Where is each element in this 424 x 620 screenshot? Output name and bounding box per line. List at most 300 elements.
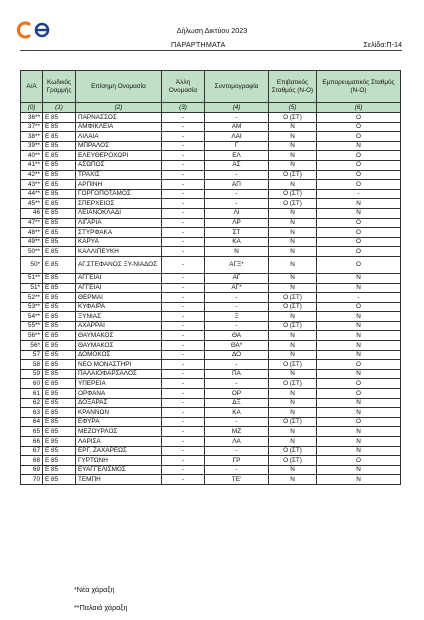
cell-freight: Ν: [317, 350, 401, 360]
cell-name: ΑΓΓΕΙΑΙ: [76, 283, 162, 293]
cell-pass: Ν: [269, 341, 317, 351]
cell-abbr: ΟΡ: [205, 389, 269, 399]
cell-code: Ε 85: [43, 389, 76, 399]
cell-aa: 37**: [21, 122, 43, 132]
table-row: [21, 218, 401, 228]
cell-freight: Ο: [317, 360, 401, 370]
cell-abbr: ΔΟ: [205, 350, 269, 360]
cell-name: ΔΟΞΑΡΑΣ: [76, 398, 162, 408]
cell-pass: Ο (ΣΤ): [269, 446, 317, 456]
cell-abbr: -: [205, 360, 269, 370]
cell-name: ΚΑΡΥΑ: [76, 237, 162, 247]
stations-table: [20, 70, 401, 485]
cell-abbr: ΔΞ: [205, 398, 269, 408]
cell-code: Ε 85: [43, 160, 76, 170]
cell-other: -: [162, 437, 205, 447]
cell-abbr: ΤΕ': [205, 475, 269, 485]
cell-aa: 63: [21, 408, 43, 418]
cell-aa: 45**: [21, 199, 43, 209]
cell-pass: Ο (ΣΤ): [269, 379, 317, 389]
column-number: (2): [76, 103, 162, 113]
table-row: [21, 360, 401, 370]
cell-code: Ε 85: [43, 465, 76, 475]
cell-aa: 38**: [21, 132, 43, 142]
cell-freight: Ν: [317, 398, 401, 408]
cell-pass: Ν: [269, 398, 317, 408]
cell-pass: Ν: [269, 247, 317, 257]
cell-code: Ε 85: [43, 341, 76, 351]
table-row: [21, 456, 401, 466]
cell-aa: 53**: [21, 302, 43, 312]
cell-code: Ε 85: [43, 237, 76, 247]
cell-aa: 61: [21, 389, 43, 399]
cell-name: ΣΤΥΡΦΑΚΑ: [76, 228, 162, 238]
cell-name: ΑΣΩΠΟΣ: [76, 160, 162, 170]
table-row: [21, 256, 401, 273]
cell-freight: Ν: [317, 446, 401, 456]
table-row: [21, 122, 401, 132]
cell-freight: Ο: [317, 237, 401, 247]
cell-other: -: [162, 465, 205, 475]
cell-other: -: [162, 350, 205, 360]
column-number: (5): [269, 103, 317, 113]
cell-abbr: ΕΛ: [205, 151, 269, 161]
table-row: [21, 151, 401, 161]
cell-other: -: [162, 132, 205, 142]
cell-other: -: [162, 446, 205, 456]
cell-aa: 60: [21, 379, 43, 389]
cell-other: -: [162, 417, 205, 427]
cell-freight: Ο: [317, 379, 401, 389]
cell-abbr: ΑΠ: [205, 180, 269, 190]
cell-code: Ε 85: [43, 456, 76, 466]
cell-pass: Ο (ΣΤ): [269, 302, 317, 312]
cell-abbr: ΓΡ: [205, 456, 269, 466]
cell-pass: Ο (ΣΤ): [269, 417, 317, 427]
cell-name: ΑΓ.ΣΤΕΦΑΝΟΣ ΞΥ-ΝΙΑΔΟΣ: [76, 256, 162, 273]
cell-abbr: -: [205, 302, 269, 312]
cell-abbr: ΛΑ: [205, 437, 269, 447]
cell-freight: Ν: [317, 331, 401, 341]
cell-code: Ε 85: [43, 132, 76, 142]
cell-other: -: [162, 256, 205, 273]
cell-code: Ε 85: [43, 283, 76, 293]
cell-name: ΕΥΑΓΓΕΛΙΣΜΟΣ: [76, 465, 162, 475]
cell-name: ΕΛΕΥΘΕΡΟΧΩΡΙ: [76, 151, 162, 161]
cell-code: Ε 85: [43, 170, 76, 180]
column-header-row: [21, 71, 401, 103]
cell-freight: Ο: [317, 218, 401, 228]
column-header: Άλλη Ονομασία: [162, 71, 205, 103]
cell-abbr: ΑΓ*: [205, 283, 269, 293]
column-header: Κωδικός Γραμμής: [43, 71, 76, 103]
cell-freight: -: [317, 189, 401, 199]
table-body: [21, 113, 401, 485]
cell-pass: Ν: [269, 228, 317, 238]
cell-aa: 56*: [21, 341, 43, 351]
cell-pass: Ν: [269, 350, 317, 360]
table-row: [21, 437, 401, 447]
cell-aa: 46: [21, 208, 43, 218]
cell-name: ΕΡΓ. ΖΑΧΑΡΕΩΣ: [76, 446, 162, 456]
cell-name: ΚΡΑΝΝΩΝ: [76, 408, 162, 418]
cell-aa: 64: [21, 417, 43, 427]
cell-name: ΛΙΓΑΡΙΑ: [76, 218, 162, 228]
cell-pass: Ν: [269, 180, 317, 190]
cell-abbr: ΜΖ: [205, 427, 269, 437]
cell-name: ΚΥΦΑΙΡΑ: [76, 302, 162, 312]
cell-freight: Ο: [317, 180, 401, 190]
cell-freight: Ν: [317, 427, 401, 437]
table-row: [21, 446, 401, 456]
cell-code: Ε 85: [43, 189, 76, 199]
column-header: Εμπορευματικός Σταθμός (Ν-Ο): [317, 71, 401, 103]
cell-other: -: [162, 456, 205, 466]
cell-freight: Ο: [317, 151, 401, 161]
table-row: [21, 208, 401, 218]
cell-name: ΥΠΕΡΕΙΑ: [76, 379, 162, 389]
cell-code: Ε 85: [43, 360, 76, 370]
cell-name: ΣΠΕΡΧΕΙΟΣ: [76, 199, 162, 209]
cell-aa: 44**: [21, 189, 43, 199]
table-row: [21, 389, 401, 399]
table-row: [21, 273, 401, 283]
cell-other: -: [162, 283, 205, 293]
cell-aa: 50*: [21, 256, 43, 273]
column-header: Συντομογραφία: [205, 71, 269, 103]
cell-other: -: [162, 321, 205, 331]
cell-aa: 68: [21, 456, 43, 466]
cell-code: Ε 85: [43, 151, 76, 161]
table-row: [21, 379, 401, 389]
cell-abbr: -: [205, 170, 269, 180]
cell-other: -: [162, 293, 205, 303]
table-row: [21, 189, 401, 199]
cell-aa: 58: [21, 360, 43, 370]
cell-aa: 41**: [21, 160, 43, 170]
cell-aa: 49**: [21, 237, 43, 247]
cell-other: -: [162, 237, 205, 247]
cell-pass: Ο (ΣΤ): [269, 293, 317, 303]
cell-aa: 69: [21, 465, 43, 475]
column-number: (6): [317, 103, 401, 113]
cell-other: -: [162, 180, 205, 190]
cell-freight: Ο: [317, 113, 401, 123]
cell-aa: 62: [21, 398, 43, 408]
cell-code: Ε 85: [43, 122, 76, 132]
cell-code: Ε 85: [43, 475, 76, 485]
cell-pass: Ν: [269, 237, 317, 247]
cell-aa: 67: [21, 446, 43, 456]
cell-code: Ε 85: [43, 417, 76, 427]
table-row: [21, 465, 401, 475]
cell-aa: 65: [21, 427, 43, 437]
cell-pass: Ν: [269, 218, 317, 228]
cell-freight: Ν: [317, 321, 401, 331]
cell-other: -: [162, 199, 205, 209]
cell-other: -: [162, 475, 205, 485]
cell-aa: 57: [21, 350, 43, 360]
cell-freight: Ο: [317, 256, 401, 273]
cell-abbr: ΘΑ*: [205, 341, 269, 351]
cell-code: Ε 85: [43, 256, 76, 273]
cell-abbr: -: [205, 189, 269, 199]
cell-other: -: [162, 189, 205, 199]
cell-aa: 52**: [21, 293, 43, 303]
cell-abbr: -: [205, 465, 269, 475]
cell-freight: Ο: [317, 417, 401, 427]
table-row: [21, 141, 401, 151]
cell-code: Ε 85: [43, 437, 76, 447]
cell-freight: Ν: [317, 141, 401, 151]
cell-other: -: [162, 389, 205, 399]
cell-aa: 54**: [21, 312, 43, 322]
cell-aa: 51**: [21, 273, 43, 283]
cell-pass: Ν: [269, 389, 317, 399]
cell-abbr: ΑΓ: [205, 273, 269, 283]
cell-freight: Ο: [317, 122, 401, 132]
cell-other: -: [162, 302, 205, 312]
cell-freight: Ο: [317, 132, 401, 142]
cell-pass: Ο (ΣΤ): [269, 189, 317, 199]
cell-abbr: -: [205, 321, 269, 331]
table-row: [21, 312, 401, 322]
cell-other: -: [162, 379, 205, 389]
cell-pass: Ν: [269, 408, 317, 418]
cell-name: ΛΙΛΑΙΑ: [76, 132, 162, 142]
cell-aa: 43**: [21, 180, 43, 190]
cell-other: -: [162, 170, 205, 180]
column-number: (0): [21, 103, 43, 113]
cell-aa: 55**: [21, 321, 43, 331]
cell-pass: Ν: [269, 256, 317, 273]
cell-abbr: ΚΑ: [205, 237, 269, 247]
cell-abbr: -: [205, 446, 269, 456]
cell-aa: 42**: [21, 170, 43, 180]
cell-name: ΠΑΛΑΙΟΦΑΡΣΑΛΟΣ: [76, 369, 162, 379]
cell-aa: 40**: [21, 151, 43, 161]
column-number: (4): [205, 103, 269, 113]
cell-other: -: [162, 331, 205, 341]
cell-pass: Ν: [269, 208, 317, 218]
cell-pass: Ν: [269, 437, 317, 447]
cell-pass: Ν: [269, 132, 317, 142]
cell-pass: Ν: [269, 160, 317, 170]
annex-label: ΠΑΡΑΡΤΗΜΑΤΑ: [171, 40, 226, 49]
cell-name: ΚΑΛΛΙΠΕΥΚΗ: [76, 247, 162, 257]
cell-name: ΜΠΡΑΛΟΣ: [76, 141, 162, 151]
cell-freight: Ο: [317, 228, 401, 238]
cell-other: -: [162, 398, 205, 408]
cell-pass: Ν: [269, 122, 317, 132]
table-row: [21, 113, 401, 123]
table-row: [21, 369, 401, 379]
cell-code: Ε 85: [43, 141, 76, 151]
cell-name: ΤΕΜΠΗ: [76, 475, 162, 485]
cell-abbr: ΘΑ: [205, 331, 269, 341]
cell-freight: Ν: [317, 369, 401, 379]
cell-abbr: ΛΡ: [205, 218, 269, 228]
cell-name: ΑΧΑΡΡΑΙ: [76, 321, 162, 331]
cell-freight: Ν: [317, 199, 401, 209]
column-header: Α/Α: [21, 71, 43, 103]
column-number: (1): [43, 103, 76, 113]
column-header: Επιβατικός Σταθμός (Ν-Ο): [269, 71, 317, 103]
cell-name: ΑΜΦΙΚΛΕΙΑ: [76, 122, 162, 132]
cell-name: ΜΕΖΟΥΡΛΟΣ: [76, 427, 162, 437]
cell-code: Ε 85: [43, 247, 76, 257]
cell-code: Ε 85: [43, 398, 76, 408]
cell-other: -: [162, 122, 205, 132]
cell-aa: 36**: [21, 113, 43, 123]
cell-aa: 48**: [21, 228, 43, 238]
cell-other: -: [162, 360, 205, 370]
cell-aa: 70: [21, 475, 43, 485]
footnote-old-route: **Παλαιά χάραξη: [74, 603, 128, 612]
cell-name: ΛΑΡΙΣΑ: [76, 437, 162, 447]
cell-name: ΓΟΡΓΟΠΟΤΑΜΟΣ: [76, 189, 162, 199]
cell-freight: Ο: [317, 456, 401, 466]
cell-freight: Ν: [317, 273, 401, 283]
table-row: [21, 417, 401, 427]
cell-other: -: [162, 218, 205, 228]
cell-code: Ε 85: [43, 369, 76, 379]
cell-abbr: Ν: [205, 247, 269, 257]
cell-abbr: ΑΜ: [205, 122, 269, 132]
cell-freight: Ν: [317, 283, 401, 293]
cell-pass: Ν: [269, 465, 317, 475]
cell-other: -: [162, 408, 205, 418]
cell-abbr: ΑΓΞ*: [205, 256, 269, 273]
cell-code: Ε 85: [43, 302, 76, 312]
cell-name: ΝΕΟ ΜΟΝΑΣΤΗΡΙ: [76, 360, 162, 370]
cell-other: -: [162, 151, 205, 161]
cell-name: ΤΡΑΧΙΣ: [76, 170, 162, 180]
cell-pass: Ο (ΣΤ): [269, 170, 317, 180]
column-number-row: [21, 103, 401, 113]
table-row: [21, 228, 401, 238]
cell-name: ΞΥΝΙΑΣ: [76, 312, 162, 322]
cell-freight: Ο: [317, 247, 401, 257]
cell-freight: Ο: [317, 170, 401, 180]
table-row: [21, 132, 401, 142]
cell-pass: Ο (ΣΤ): [269, 456, 317, 466]
cell-other: -: [162, 113, 205, 123]
cell-name: ΟΡΦΑΝΑ: [76, 389, 162, 399]
cell-name: ΘΑΥΜΑΚΟΣ: [76, 331, 162, 341]
cell-name: ΑΓΓΕΙΑΙ: [76, 273, 162, 283]
cell-code: Ε 85: [43, 208, 76, 218]
cell-abbr: -: [205, 417, 269, 427]
cell-pass: Ν: [269, 273, 317, 283]
cell-abbr: ΣΤ: [205, 228, 269, 238]
cell-name: ΕΦΥΡΑ: [76, 417, 162, 427]
cell-pass: Ο (ΣΤ): [269, 199, 317, 209]
column-number: (3): [162, 103, 205, 113]
cell-other: -: [162, 273, 205, 283]
cell-pass: Ν: [269, 151, 317, 161]
cell-aa: 66: [21, 437, 43, 447]
cell-code: Ε 85: [43, 427, 76, 437]
cell-freight: Ν: [317, 341, 401, 351]
cell-abbr: Γ: [205, 141, 269, 151]
cell-code: Ε 85: [43, 312, 76, 322]
cell-name: ΔΟΜΟΚΟΣ: [76, 350, 162, 360]
cell-name: ΛΕΙΑΝΟΚΛΑΔΙ: [76, 208, 162, 218]
cell-other: -: [162, 427, 205, 437]
cell-code: Ε 85: [43, 446, 76, 456]
cell-pass: Ν: [269, 141, 317, 151]
table-row: [21, 398, 401, 408]
cell-name: ΘΑΥΜΑΚΟΣ: [76, 341, 162, 351]
cell-code: Ε 85: [43, 199, 76, 209]
cell-abbr: -: [205, 379, 269, 389]
page-number: Σελίδα:Π-14: [363, 40, 402, 49]
cell-name: ΑΡΠΙΝΗ: [76, 180, 162, 190]
footnote-new-route: *Νέα χάραξη: [74, 585, 115, 594]
cell-freight: Ν: [317, 312, 401, 322]
cell-pass: Ν: [269, 369, 317, 379]
header-divider: [20, 50, 402, 51]
cell-abbr: -: [205, 113, 269, 123]
cell-code: Ε 85: [43, 379, 76, 389]
cell-other: -: [162, 208, 205, 218]
cell-code: Ε 85: [43, 228, 76, 238]
cell-aa: 50**: [21, 247, 43, 257]
cell-code: Ε 85: [43, 321, 76, 331]
table-row: [21, 341, 401, 351]
cell-other: -: [162, 341, 205, 351]
cell-freight: Ν: [317, 208, 401, 218]
cell-name: ΘΕΡΜΑΙ: [76, 293, 162, 303]
cell-pass: Ν: [269, 312, 317, 322]
cell-other: -: [162, 141, 205, 151]
cell-other: -: [162, 369, 205, 379]
cell-aa: 51*: [21, 283, 43, 293]
cell-code: Ε 85: [43, 408, 76, 418]
page-title: Δήλωση Δικτύου 2023: [176, 26, 248, 35]
table-row: [21, 321, 401, 331]
cell-code: Ε 85: [43, 180, 76, 190]
cell-pass: Ν: [269, 475, 317, 485]
table-row: [21, 247, 401, 257]
cell-freight: Ν: [317, 475, 401, 485]
cell-code: Ε 85: [43, 293, 76, 303]
table-row: [21, 199, 401, 209]
cell-other: -: [162, 312, 205, 322]
cell-aa: 59: [21, 369, 43, 379]
table-row: [21, 408, 401, 418]
cell-freight: Ο: [317, 160, 401, 170]
cell-freight: Ν: [317, 465, 401, 475]
cell-abbr: -: [205, 199, 269, 209]
cell-pass: Ν: [269, 283, 317, 293]
cell-code: Ε 85: [43, 113, 76, 123]
cell-abbr: ΚΑ: [205, 408, 269, 418]
cell-pass: Ο (ΣΤ): [269, 321, 317, 331]
cell-abbr: -: [205, 293, 269, 303]
cell-freight: Ο: [317, 389, 401, 399]
cell-pass: Ο (ΣΤ): [269, 113, 317, 123]
table-row: [21, 475, 401, 485]
table-row: [21, 302, 401, 312]
table-row: [21, 427, 401, 437]
table-row: [21, 331, 401, 341]
cell-aa: 47**: [21, 218, 43, 228]
cell-code: Ε 85: [43, 273, 76, 283]
cell-pass: Ν: [269, 331, 317, 341]
cell-freight: Ο: [317, 302, 401, 312]
